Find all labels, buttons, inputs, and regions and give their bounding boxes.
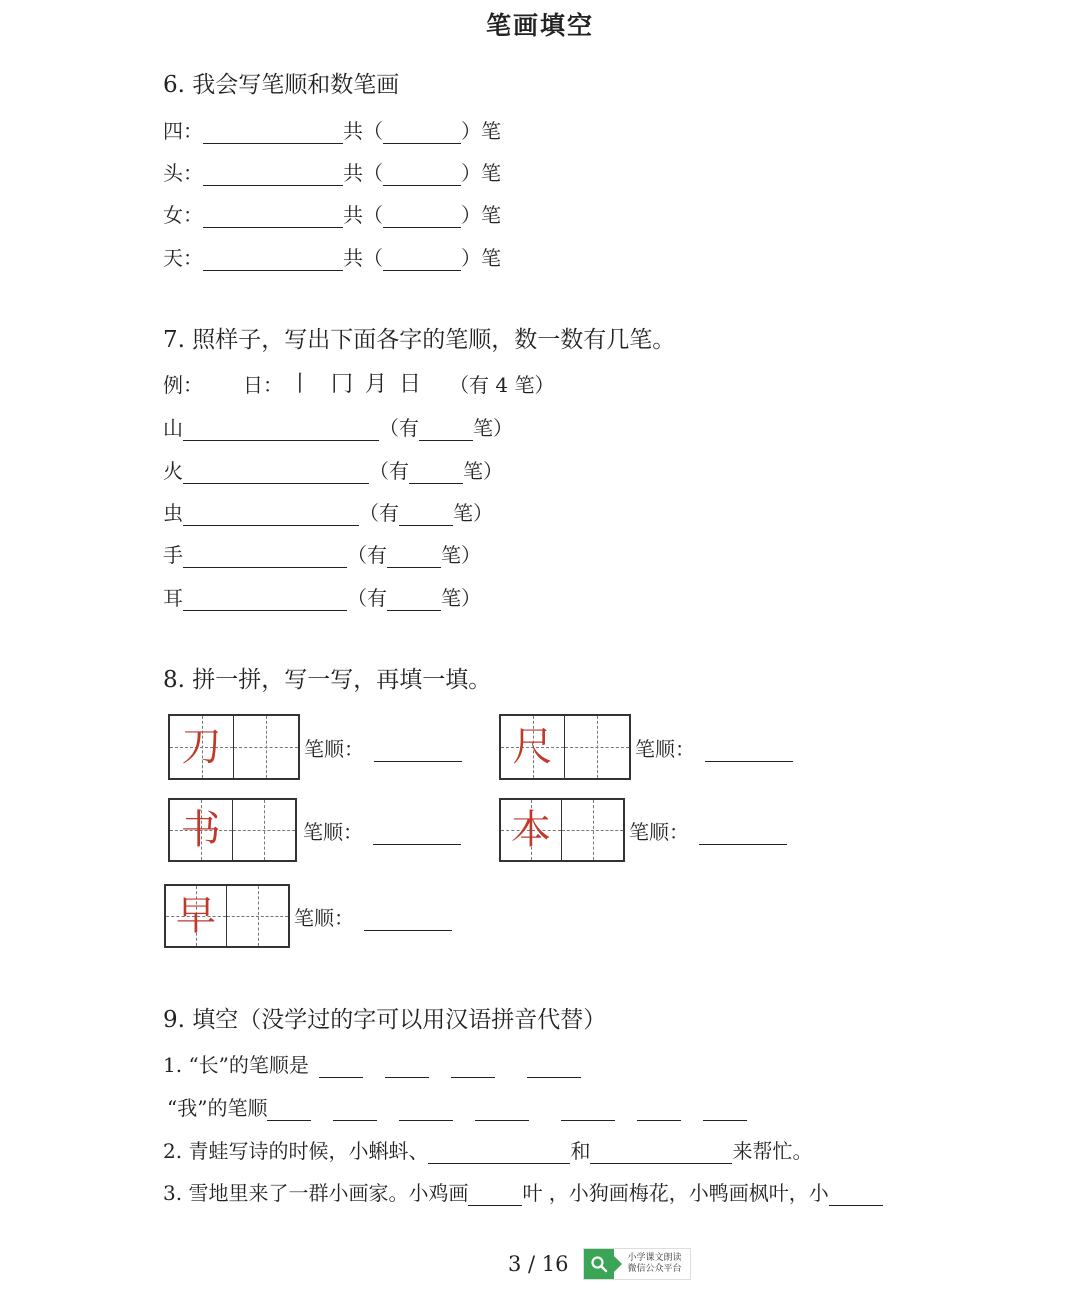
s6-stroke-blank[interactable] <box>203 205 343 228</box>
s7-stroke-blank[interactable] <box>183 418 379 441</box>
stroke-order-label: 笔顺： <box>304 733 462 762</box>
s6-stroke-blank[interactable] <box>203 121 343 144</box>
example-stroke: 冂 <box>331 372 354 397</box>
tianzi-cell-model <box>166 886 227 946</box>
model-char: 书 <box>180 807 221 853</box>
s7-row <box>163 583 481 611</box>
s7-count-blank[interactable] <box>409 461 463 484</box>
q1b-blank[interactable] <box>561 1098 615 1121</box>
s6-stroke-blank[interactable] <box>203 248 343 271</box>
s7-stroke-blank[interactable] <box>183 461 369 484</box>
s7-close: 笔） <box>463 459 503 483</box>
s6-bi: ）笔 <box>461 161 501 185</box>
stroke-order-label: 笔顺： <box>629 816 787 845</box>
example-count: （有 4 笔） <box>449 373 555 397</box>
s7-char: 火 <box>163 459 183 483</box>
s6-char: 天： <box>163 246 203 270</box>
s6-count-blank[interactable] <box>383 248 461 271</box>
s7-open: （有 <box>347 543 387 567</box>
model-char: 本 <box>511 807 551 853</box>
example-stroke: 月 <box>365 372 388 397</box>
q1b-blank[interactable] <box>333 1098 377 1121</box>
q3-blank[interactable] <box>829 1183 883 1206</box>
page-footer <box>508 1248 691 1280</box>
s7-char: 耳 <box>163 586 183 610</box>
tianzi-grid <box>164 884 290 948</box>
tianzi-grid <box>168 714 300 780</box>
q3-text-mid: 叶 ，小狗画梅花，小鸭画枫叶，小 <box>522 1181 829 1205</box>
s9-q2 <box>163 1136 812 1164</box>
s6-row <box>163 200 501 228</box>
s6-bi: ）笔 <box>461 203 501 227</box>
q3-blank[interactable] <box>468 1183 522 1206</box>
stroke-order-blank[interactable] <box>699 824 787 845</box>
s7-count-blank[interactable] <box>387 545 441 568</box>
s7-row <box>163 498 493 526</box>
s9-q1b <box>167 1093 747 1121</box>
s7-char: 虫 <box>163 501 183 525</box>
q2-text-post: 来帮忙。 <box>732 1139 813 1163</box>
s7-char: 山 <box>163 416 183 440</box>
tianzi-grid <box>499 714 631 780</box>
s6-row <box>163 243 501 271</box>
s7-count-blank[interactable] <box>419 418 473 441</box>
example-char: 日： <box>243 373 283 397</box>
tianzi-group-dao <box>168 714 462 780</box>
s7-open: （有 <box>379 416 419 440</box>
s7-count-blank[interactable] <box>387 588 441 611</box>
s7-stroke-blank[interactable] <box>183 545 347 568</box>
s7-close: 笔） <box>453 501 493 525</box>
badge-line1: 小学课文朗读 <box>627 1253 682 1263</box>
s7-row <box>163 540 481 568</box>
example-label: 例： <box>163 373 203 397</box>
page-number: 3 / 16 <box>508 1252 569 1276</box>
page-title: 笔画填空 <box>485 11 594 40</box>
stroke-order-blank[interactable] <box>374 741 462 762</box>
s7-close: 笔） <box>441 543 481 567</box>
section-9-heading: 9. 填空（没学过的字可以用汉语拼音代替） <box>163 1007 607 1033</box>
search-icon <box>584 1249 614 1279</box>
model-char: 尺 <box>512 724 553 770</box>
tianzi-cell-model <box>170 800 233 860</box>
tianzi-cell-write[interactable] <box>562 800 623 860</box>
s7-count-blank[interactable] <box>399 503 453 526</box>
tianzi-cell-model <box>501 800 562 860</box>
s7-close: 笔） <box>473 416 513 440</box>
s7-open: （有 <box>369 459 409 483</box>
stroke-order-blank[interactable] <box>373 824 461 845</box>
s6-stroke-blank[interactable] <box>203 163 343 186</box>
example-stroke: 丨 <box>289 372 312 397</box>
s6-gong: 共（ <box>343 119 383 143</box>
q1b-blank[interactable] <box>399 1098 453 1121</box>
q2-blank[interactable] <box>428 1141 570 1164</box>
q1b-blank[interactable] <box>475 1098 529 1121</box>
s6-count-blank[interactable] <box>383 163 461 186</box>
tianzi-group-ben <box>499 798 787 862</box>
tianzi-cell-write[interactable] <box>227 886 288 946</box>
example-stroke: 日 <box>399 372 422 397</box>
s7-open: （有 <box>359 501 399 525</box>
s7-stroke-blank[interactable] <box>183 588 347 611</box>
tianzi-grid <box>499 798 625 862</box>
q2-blank[interactable] <box>590 1141 732 1164</box>
s7-char: 手 <box>163 543 183 567</box>
tianzi-cell-model <box>170 716 234 778</box>
s7-row <box>163 413 513 441</box>
model-char: 刀 <box>181 724 222 770</box>
stroke-order-blank[interactable] <box>364 910 452 931</box>
s6-gong: 共（ <box>343 161 383 185</box>
q2-text-mid: 和 <box>570 1139 591 1163</box>
tianzi-cell-write[interactable] <box>234 716 298 778</box>
tianzi-group-zao <box>164 884 452 948</box>
s6-row <box>163 158 501 186</box>
s6-bi: ）笔 <box>461 119 501 143</box>
section-6-heading: 6. 我会写笔顺和数笔画 <box>163 72 400 98</box>
s7-row <box>163 456 503 484</box>
q2-text-pre: 2. 青蛙写诗的时候，小蝌蚪、 <box>163 1139 429 1163</box>
s6-bi: ）笔 <box>461 246 501 270</box>
badge-text <box>614 1253 690 1275</box>
s6-row <box>163 116 501 144</box>
tianzi-grid <box>168 798 297 862</box>
tianzi-group-shu <box>168 798 461 862</box>
badge-line2: 微信公众平台 <box>627 1264 682 1274</box>
q1b-blank[interactable] <box>637 1098 681 1121</box>
tianzi-cell-write[interactable] <box>565 716 629 778</box>
section-7-heading: 7. 照样子，写出下面各字的笔顺，数一数有几笔。 <box>163 327 676 353</box>
s7-open: （有 <box>347 586 387 610</box>
s7-stroke-blank[interactable] <box>183 503 359 526</box>
q1a-blank[interactable] <box>319 1055 363 1078</box>
q1b-text: “我”的笔顺 <box>167 1096 268 1120</box>
q1a-blank[interactable] <box>527 1055 581 1078</box>
s6-gong: 共（ <box>343 246 383 270</box>
stroke-order-label: 笔顺： <box>303 816 461 845</box>
stroke-order-blank[interactable] <box>705 741 793 762</box>
q1a-blank[interactable] <box>451 1055 495 1078</box>
tianzi-group-chi <box>499 714 793 780</box>
s6-char: 头： <box>163 161 203 185</box>
tianzi-cell-write[interactable] <box>233 800 296 860</box>
s6-count-blank[interactable] <box>383 121 461 144</box>
q1b-blank[interactable] <box>267 1098 311 1121</box>
model-char: 早 <box>176 893 216 939</box>
q1a-blank[interactable] <box>385 1055 429 1078</box>
section-8-heading: 8. 拼一拼，写一写，再填一填。 <box>163 667 492 693</box>
s9-q3 <box>163 1178 883 1206</box>
q1a-text: 1. “长”的笔顺是 <box>163 1053 309 1077</box>
tianzi-cell-model <box>501 716 565 778</box>
q1b-blank[interactable] <box>703 1098 747 1121</box>
s6-char: 女： <box>163 203 203 227</box>
wechat-badge[interactable] <box>583 1248 691 1280</box>
s7-close: 笔） <box>441 586 481 610</box>
s6-gong: 共（ <box>343 203 383 227</box>
q3-text-pre: 3. 雪地里来了一群小画家。小鸡画 <box>163 1181 469 1205</box>
s6-count-blank[interactable] <box>383 205 461 228</box>
s9-q1a <box>163 1050 581 1078</box>
s7-example <box>163 370 555 398</box>
stroke-order-label: 笔顺： <box>294 902 452 931</box>
stroke-order-label: 笔顺： <box>635 733 793 762</box>
s6-char: 四： <box>163 119 203 143</box>
